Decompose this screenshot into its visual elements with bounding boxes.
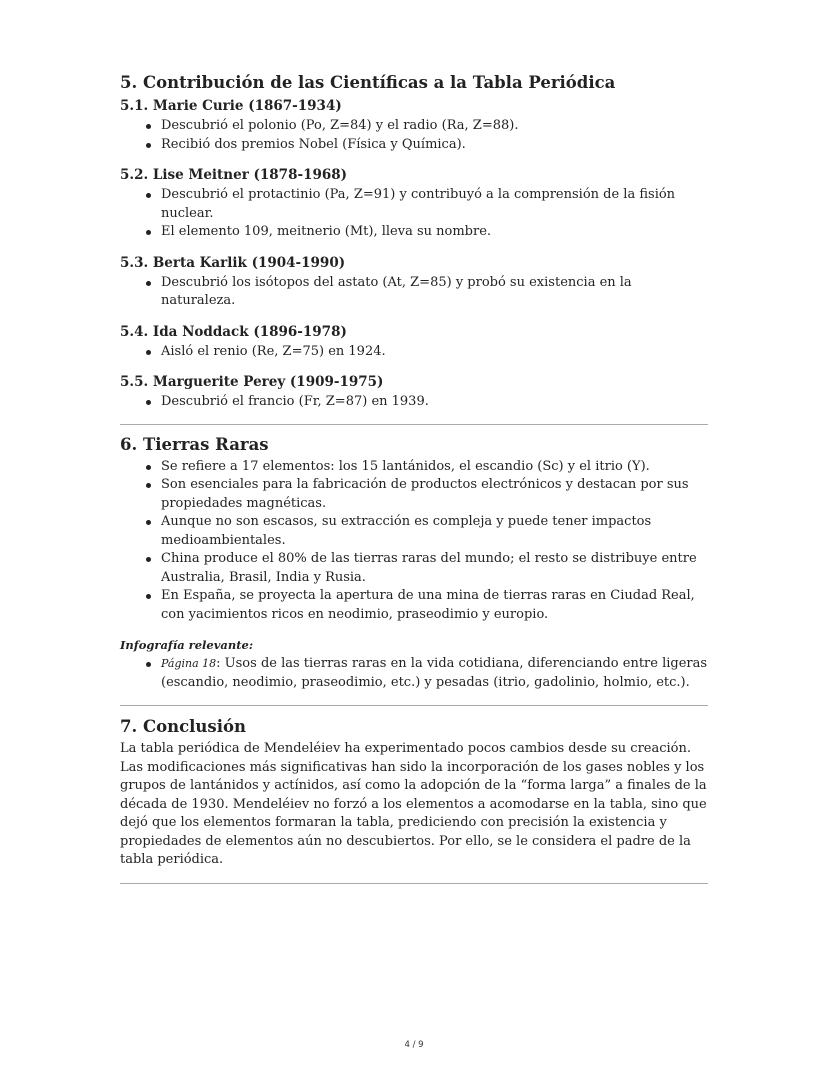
section-5-title: 5. Contribución de las Científicas a la Tabla Periódica: [120, 73, 616, 92]
list-item: Aisló el renio (Re, Z=75) en 1924.: [161, 343, 708, 362]
list-item: El elemento 109, meitnerio (Mt), lleva su nombre.: [161, 223, 708, 242]
list-item: Recibió dos premios Nobel (Física y Química).: [161, 136, 708, 155]
bullet-list: [120, 186, 708, 242]
list-item: Descubrió el protactinio (Pa, Z=91) y contribuyó a la comprensión de la fisión nuclear.: [161, 186, 708, 223]
section-6-title: 6. Tierras Raras: [120, 434, 269, 454]
subsection-title: 5.4. Ida Noddack (1896-1978): [120, 323, 347, 340]
list-item: Descubrió los isótopos del astato (At, Z=85) y probó su existencia en la naturaleza.: [161, 274, 708, 311]
list-item: Se refiere a 17 elementos: los 15 lantánidos, el escandio (Sc) y el itrio (Y).: [161, 458, 708, 477]
section-7-title: 7. Conclusión: [120, 717, 246, 736]
list-item: Descubrió el polonio (Po, Z=84) y el radio (Ra, Z=88).: [161, 117, 708, 136]
bullet-list: [120, 393, 708, 412]
subsection-title: 5.3. Berta Karlik (1904-1990): [120, 254, 346, 271]
list-item: China produce el 80% de las tierras raras del mundo; el resto se distribuye entre Australia, Brasil, India y Rusia.: [161, 550, 708, 587]
infographic-description: : Usos de las tierras raras en la vida cotidiana, diferenciando entre ligeras (escandio, neodimio, praseodimio, etc.) y pesadas (itrio, gadolinio, holmio, etc.).: [161, 656, 708, 690]
bullet-list: [120, 274, 708, 311]
page-number: 4 / 9: [404, 1040, 424, 1050]
list-item: [161, 655, 708, 692]
list-item: Aunque no son escasos, su extracción es compleja y puede tener impactos medioambientales.: [161, 513, 708, 550]
section-divider: [120, 705, 708, 706]
bullet-list: [120, 117, 708, 154]
subsection-title: 5.1. Marie Curie (1867-1934): [120, 98, 342, 114]
conclusion-paragraph: La tabla periódica de Mendeléiev ha experimentado pocos cambios desde su creación. Las modificaciones más significativas han sido la incorporación de los gases nobles y los grupos de lantánidos y actínidos, así como la adopción de la “forma larga” a finales de la década de 1930. Mendeléiev no forzó a los elementos a acomodarse en la tabla, sino que dejó que los elementos formaran la tabla, prediciendo con precisión la existencia y propiedades de elementos aún no descubiertos. Por ello, se le considera el padre de la tabla periódica.: [120, 741, 707, 867]
list-item: Son esenciales para la fabricación de productos electrónicos y destacan por sus propiedades magnéticas.: [161, 476, 708, 513]
section-divider: [120, 424, 708, 425]
document-page: [120, 70, 708, 884]
list-item: Descubrió el francio (Fr, Z=87) en 1939.: [161, 393, 708, 412]
bullet-list: [120, 655, 708, 692]
list-item: En España, se proyecta la apertura de una mina de tierras raras en Ciudad Real, con yacimientos ricos en neodimio, praseodimio y europio.: [161, 587, 708, 624]
subsection-title: 5.5. Marguerite Perey (1909-1975): [120, 374, 384, 390]
page-reference: Página 18: [161, 657, 217, 670]
section-divider: [120, 883, 708, 884]
bullet-list: [120, 458, 708, 625]
subsection-title: 5.2. Lise Meitner (1878-1968): [120, 167, 348, 183]
bullet-list: [120, 343, 708, 362]
infographic-label: Infografía relevante:: [120, 638, 254, 652]
